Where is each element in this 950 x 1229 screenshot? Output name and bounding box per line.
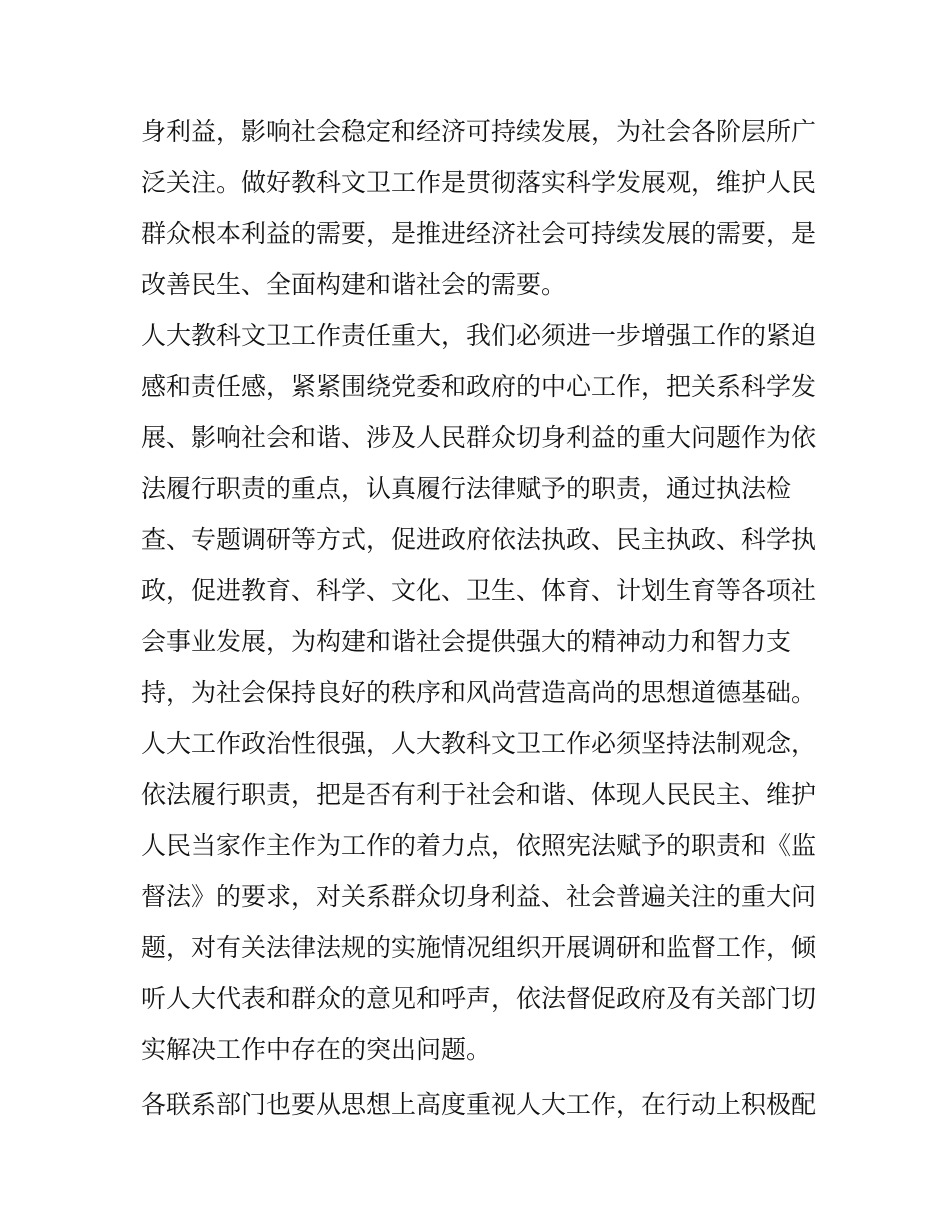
text-line: 人大工作政治性很强，人大教科文卫工作必须坚持法制观念， xyxy=(141,729,817,758)
text-line: 法履行职责的重点，认真履行法律赋予的职责，通过执法检 xyxy=(141,474,792,503)
text-line: 人大教科文卫工作责任重大，我们必须进一步增强工作的紧迫 xyxy=(141,321,817,350)
text-line: 展、影响社会和谐、涉及人民群众切身利益的重大问题作为依 xyxy=(141,423,817,452)
text-line: 改善民生、全面构建和谐社会的需要。 xyxy=(141,270,567,299)
text-line: 人民当家作主作为工作的着力点，依照宪法赋予的职责和《监 xyxy=(141,831,817,860)
text-line: 感和责任感，紧紧围绕党委和政府的中心工作，把关系科学发 xyxy=(141,372,817,401)
text-line: 各联系部门也要从思想上高度重视人大工作，在行动上积极配 xyxy=(141,1090,817,1119)
text-line: 实解决工作中存在的突出问题。 xyxy=(141,1035,492,1064)
text-line: 政，促进教育、科学、文化、卫生、体育、计划生育等各项社 xyxy=(141,576,817,605)
text-line: 持，为社会保持良好的秩序和风尚营造高尚的思想道德基础。 xyxy=(141,678,817,707)
text-line: 会事业发展，为构建和谐社会提供强大的精神动力和智力支 xyxy=(141,627,792,656)
text-line: 听人大代表和群众的意见和呼声，依法督促政府及有关部门切 xyxy=(141,984,817,1013)
text-line: 督法》的要求，对关系群众切身利益、社会普遍关注的重大问 xyxy=(141,882,817,911)
text-line: 依法履行职责，把是否有利于社会和谐、体现人民民主、维护 xyxy=(141,780,817,809)
text-line: 泛关注。做好教科文卫工作是贯彻落实科学发展观，维护人民 xyxy=(141,168,817,197)
body-text xyxy=(141,106,841,1130)
text-line: 查、专题调研等方式，促进政府依法执政、民主执政、科学执 xyxy=(141,525,817,554)
text-line: 题，对有关法律法规的实施情况组织开展调研和监督工作，倾 xyxy=(141,933,817,962)
text-line: 身利益，影响社会稳定和经济可持续发展，为社会各阶层所广 xyxy=(141,117,817,146)
text-line: 群众根本利益的需要，是推进经济社会可持续发展的需要，是 xyxy=(141,219,817,248)
